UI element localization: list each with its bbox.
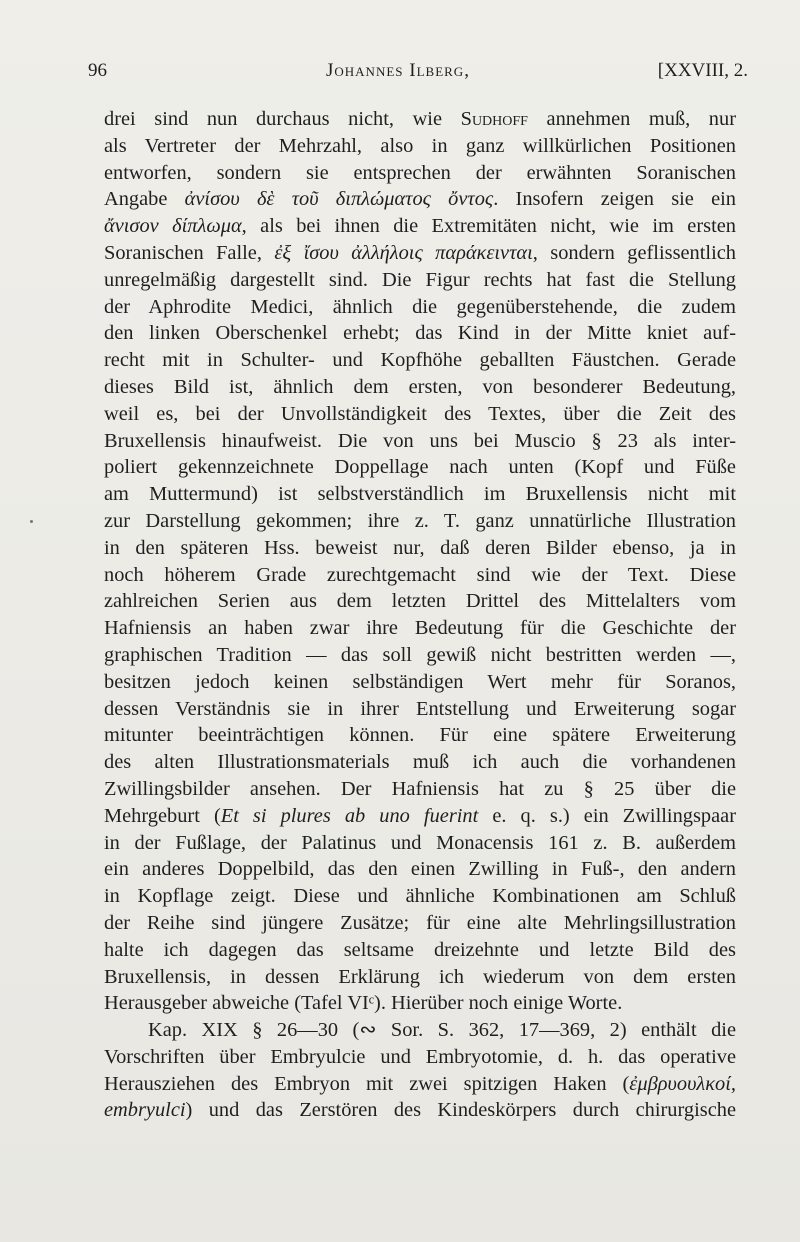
text-line bbox=[104, 347, 736, 374]
text-line bbox=[104, 856, 736, 883]
text-segment: annehmen muß, nur bbox=[527, 108, 736, 130]
text-segment: mitunter beeinträchtigen können. Für eine spätere Erweiterung bbox=[104, 724, 736, 747]
text-line bbox=[104, 749, 736, 776]
text-line bbox=[104, 160, 736, 187]
text-segment: besitzen jedoch keinen selbständigen Wert mehr für Soranos, bbox=[104, 670, 736, 693]
text-segment: unregelmäßig dargestellt sind. Die Figur rechts hat fast die Stellung bbox=[104, 268, 736, 291]
text-segment: zur Darstellung gekommen; ihre z. T. ganz unnatürliche Illustration bbox=[104, 509, 736, 532]
text-segment: zahlreichen Serien aus dem letzten Drittel des Mittelalters vom bbox=[104, 590, 736, 613]
text-segment: Mehrgeburt ( bbox=[104, 804, 221, 827]
text-segment: Bruxellensis hinaufweist. Die von uns bei Muscio § 23 als inter- bbox=[104, 429, 736, 452]
text-line bbox=[104, 133, 736, 160]
text-line bbox=[104, 803, 736, 830]
text-line bbox=[104, 696, 736, 723]
text-line bbox=[104, 267, 736, 294]
text-segment: Soranischen Falle, bbox=[104, 241, 275, 264]
text-line bbox=[104, 776, 736, 803]
text-segment: in den späteren Hss. beweist nur, daß deren Bilder ebenso, ja in bbox=[104, 536, 736, 559]
text-segment: recht mit in Schulter- und Kopfhöhe geballten Fäustchen. Gerade bbox=[104, 349, 736, 372]
text-segment: drei sind nun durchaus nicht, wie bbox=[104, 108, 461, 130]
text-segment: der Reihe sind jüngere Zusätze; für eine alte Mehrlingsillustration bbox=[104, 911, 736, 934]
text-segment: dessen Verständnis sie in ihrer Entstellung und Erweiterung sogar bbox=[104, 697, 736, 720]
latin-phrase: Et si plures ab uno fuerint bbox=[220, 804, 479, 827]
text-segment: am Muttermund) ist selbstverständlich im Bruxellensis nicht mit bbox=[104, 483, 736, 506]
text-line bbox=[104, 1044, 736, 1071]
author-name: Sudhoff bbox=[460, 108, 528, 130]
greek-phrase: ἄνισον δίπλωμα bbox=[104, 215, 242, 238]
text-segment: graphischen Tradition — das soll gewiß nicht bestritten werden —, bbox=[104, 643, 736, 666]
text-line bbox=[104, 910, 736, 937]
text-segment: halte ich dagegen das seltsame dreizehnte und letzte Bild des bbox=[104, 938, 736, 961]
text-line bbox=[104, 937, 736, 964]
text-segment: , als bei ihnen die Extremitäten nicht, wie im ersten bbox=[241, 215, 736, 238]
text-line bbox=[104, 964, 736, 991]
text-line bbox=[104, 374, 736, 401]
text-segment: den linken Oberschenkel erhebt; das Kind in der Mitte kniet auf- bbox=[104, 322, 736, 345]
text-line bbox=[104, 320, 736, 347]
text-line bbox=[104, 106, 736, 133]
text-line bbox=[104, 240, 736, 267]
text-line bbox=[104, 588, 736, 615]
latin-phrase: embryulci bbox=[104, 1099, 186, 1122]
text-line bbox=[104, 642, 736, 669]
text-segment: in der Fußlage, der Palatinus und Monacensis 161 z. B. außerdem bbox=[104, 831, 736, 854]
text-segment: Herausgeber abweiche (Tafel VIᶜ). Hierüber noch einige Worte. bbox=[104, 992, 623, 1015]
text-segment: entworfen, sondern sie entsprechen der erwähnten Soranischen bbox=[104, 161, 736, 184]
text-line bbox=[104, 883, 736, 910]
text-segment: e. q. s.) ein Zwillingspaar bbox=[478, 804, 736, 827]
text-line bbox=[104, 1097, 736, 1124]
text-segment: ein anderes Doppelbild, das den einen Zwilling in Fuß-, den andern bbox=[104, 858, 736, 881]
text-line bbox=[104, 481, 736, 508]
text-line bbox=[104, 213, 736, 240]
text-segment: des alten Illustrationsmaterials muß ich auch die vorhandenen bbox=[104, 751, 736, 774]
text-line bbox=[104, 990, 736, 1017]
text-segment: Herausziehen des Embryon mit zwei spitzigen Haken ( bbox=[104, 1072, 630, 1095]
text-segment: Angabe bbox=[104, 188, 185, 211]
text-segment: ) und das Zerstören des Kindeskörpers durch chirurgische bbox=[185, 1099, 736, 1122]
text-segment: Vorschriften über Embryulcie und Embryotomie, d. h. das operative bbox=[104, 1045, 736, 1068]
text-segment: . Insofern zeigen sie ein bbox=[493, 188, 737, 211]
text-segment: Kap. XIX § 26—30 (∾ Sor. S. 362, 17—369, 2) enthält die bbox=[148, 1019, 736, 1042]
text-line bbox=[104, 508, 736, 535]
text-line bbox=[104, 669, 736, 696]
text-segment: Bruxellensis, in dessen Erklärung ich wiederum von dem ersten bbox=[104, 965, 736, 988]
text-segment: noch höherem Grade zurechtgemacht sind wie der Text. Diese bbox=[104, 563, 736, 586]
text-line bbox=[104, 722, 736, 749]
text-line bbox=[104, 401, 736, 428]
text-line bbox=[104, 562, 736, 589]
text-line bbox=[104, 1071, 736, 1098]
greek-phrase: ἀνίσου δὲ τοῦ διπλώματος ὄντος bbox=[184, 188, 494, 211]
page-header bbox=[88, 60, 748, 90]
text-segment: Zwillingsbilder ansehen. Der Hafniensis hat zu § 25 über die bbox=[104, 777, 736, 800]
paper-speck bbox=[30, 520, 33, 523]
greek-phrase: ἐμβρυουλκοί, bbox=[629, 1072, 736, 1095]
text-line bbox=[104, 830, 736, 857]
body-text bbox=[104, 106, 736, 1124]
text-line bbox=[104, 454, 736, 481]
text-segment: , sondern geflissentlich bbox=[532, 241, 736, 264]
text-line bbox=[104, 615, 736, 642]
section-reference: [XXVIII, 2. bbox=[657, 60, 748, 81]
text-segment: dieses Bild ist, ähnlich dem ersten, von besonderer Bedeutung, bbox=[104, 375, 736, 398]
text-segment: der Aphrodite Medici, ähnlich die gegenüberstehende, die zudem bbox=[104, 295, 736, 318]
text-segment: in Kopflage zeigt. Diese und ähnliche Kombinationen am Schluß bbox=[104, 885, 736, 908]
text-segment: poliert gekennzeichnete Doppellage nach unten (Kopf und Füße bbox=[104, 456, 736, 479]
text-line bbox=[104, 535, 736, 562]
text-line bbox=[104, 186, 736, 213]
running-title: Johannes Ilberg, bbox=[326, 60, 470, 81]
text-line bbox=[104, 1017, 736, 1044]
text-segment: als Vertreter der Mehrzahl, also in ganz willkürlichen Positionen bbox=[104, 134, 736, 157]
greek-phrase: ἐξ ἴσου ἀλλήλοις παράκεινται bbox=[274, 241, 533, 264]
page-number: 96 bbox=[88, 60, 107, 81]
text-segment: Hafniensis an haben zwar ihre Bedeutung für die Geschichte der bbox=[104, 617, 736, 640]
text-line bbox=[104, 428, 736, 455]
text-line bbox=[104, 294, 736, 321]
text-segment: weil es, bei der Unvollständigkeit des Textes, über die Zeit des bbox=[104, 402, 736, 425]
